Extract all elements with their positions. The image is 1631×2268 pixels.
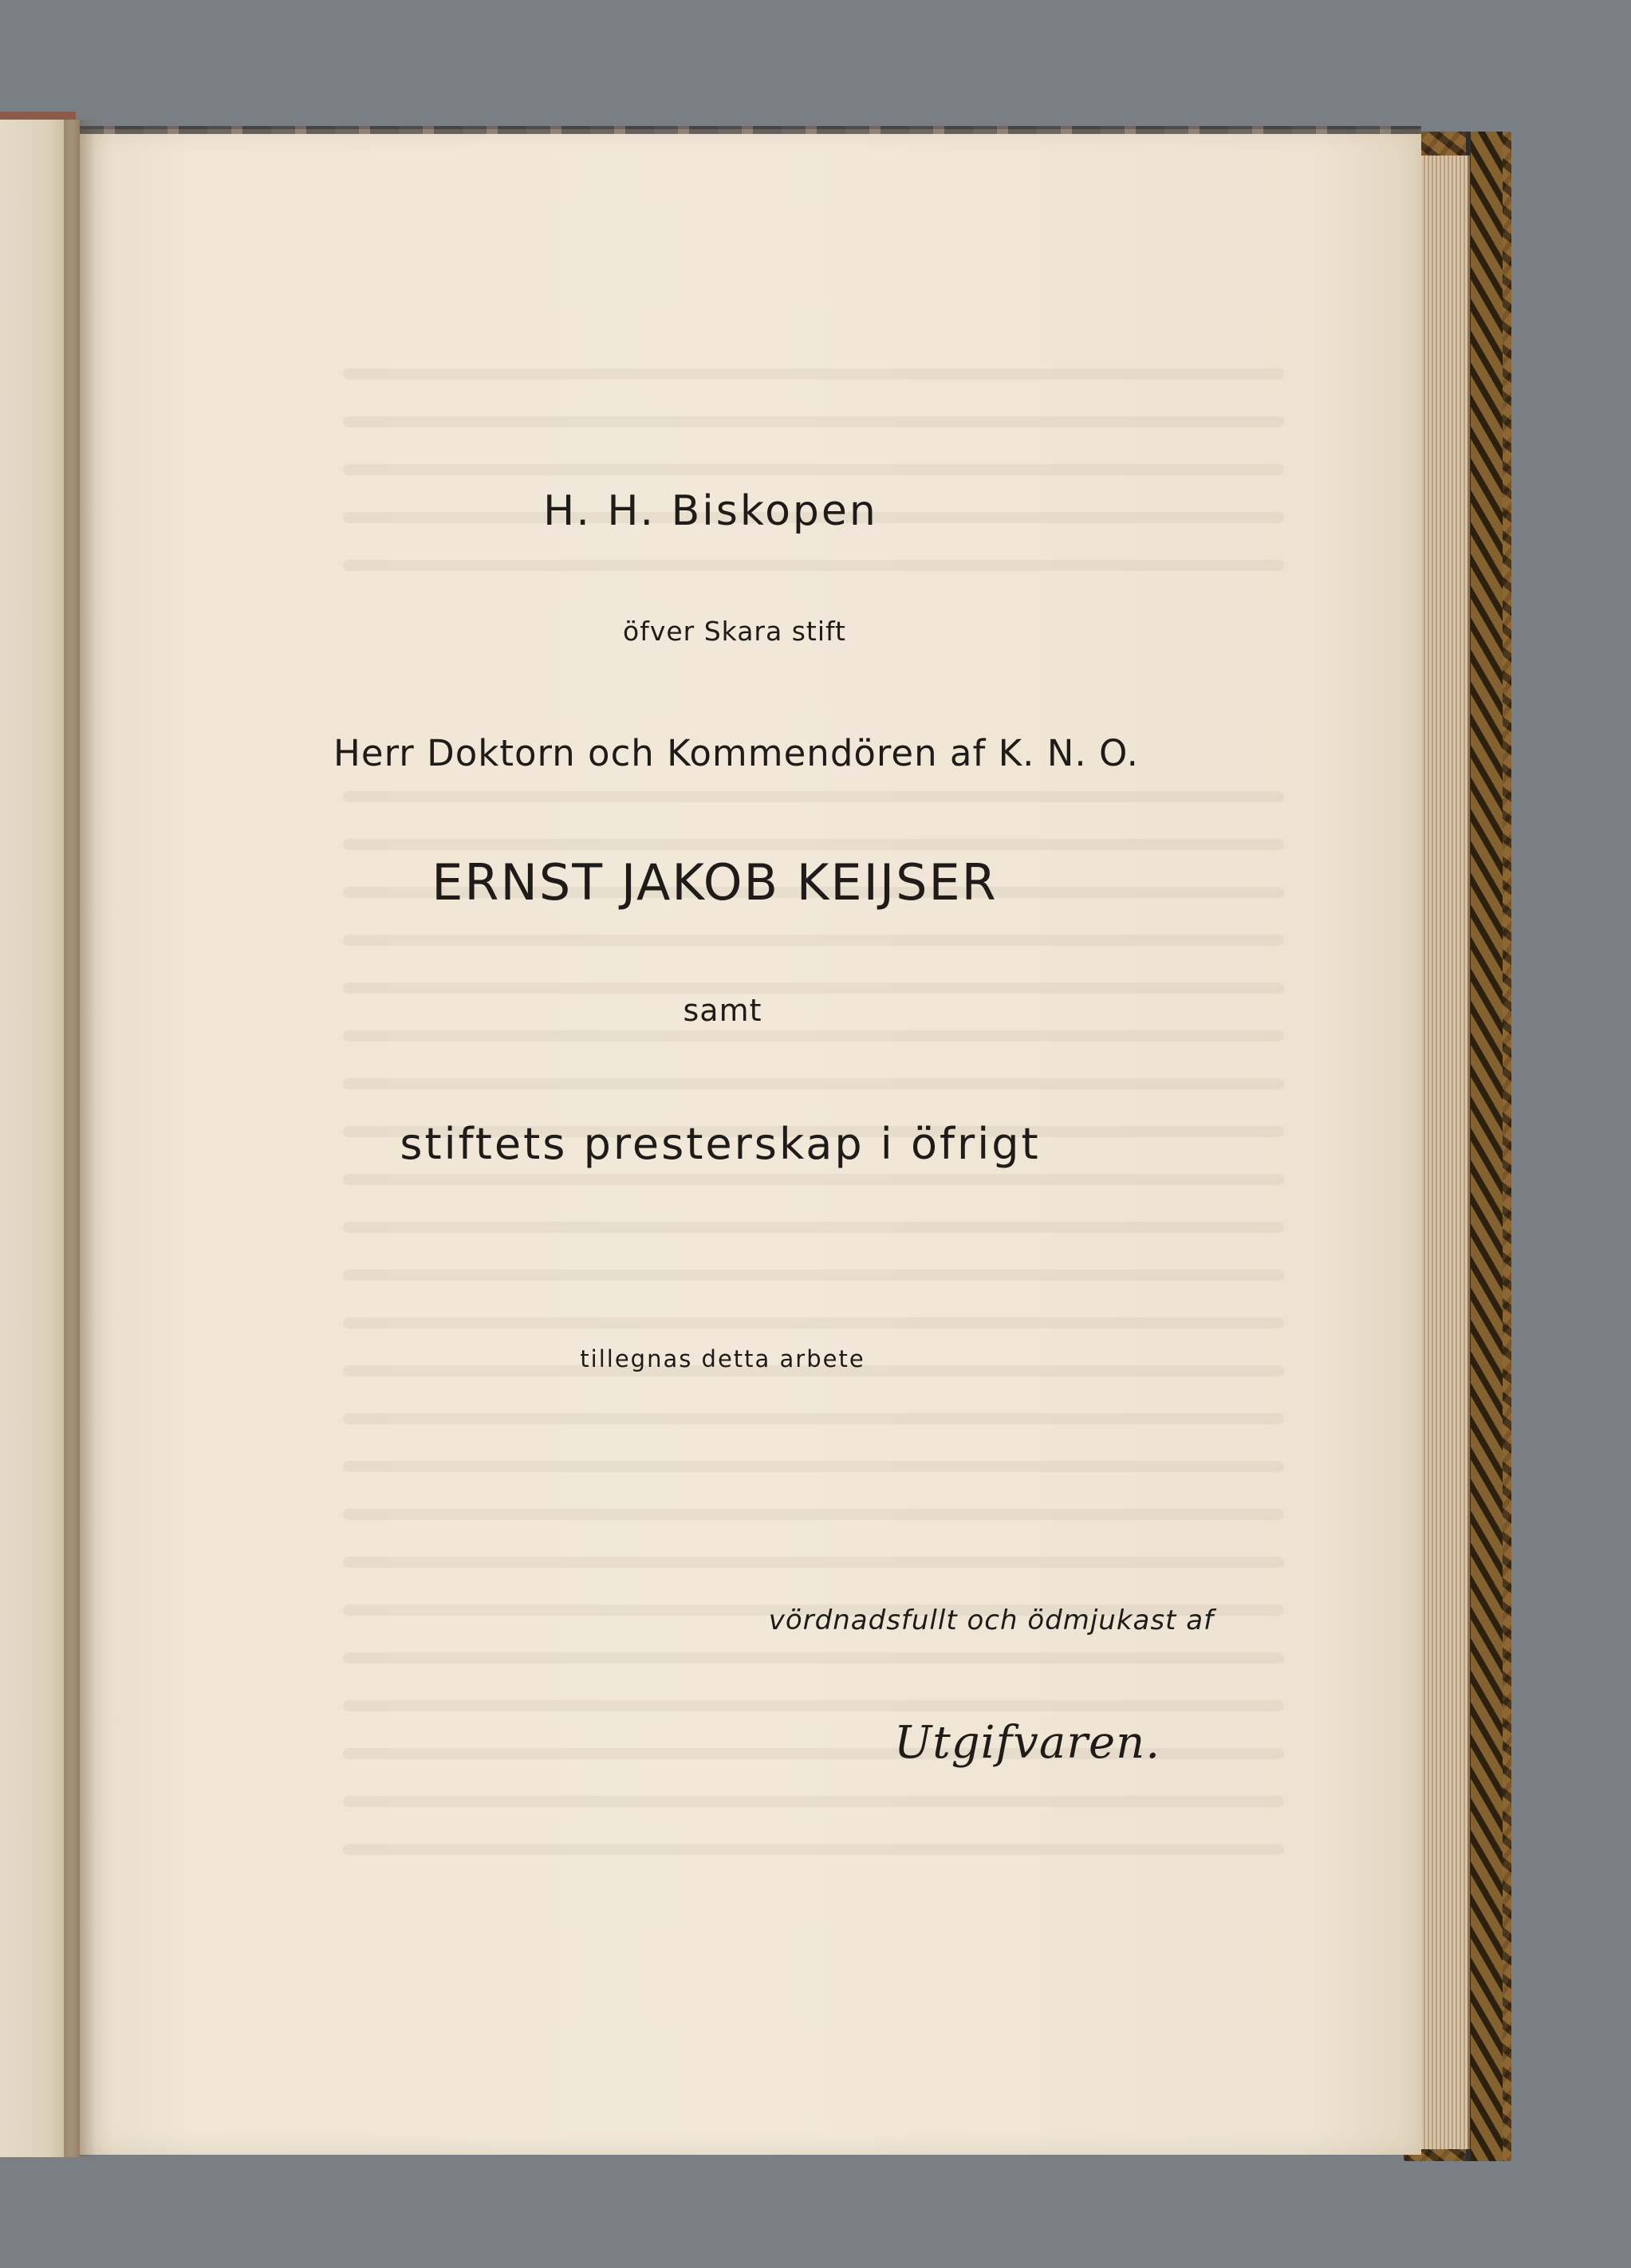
show-through-text (343, 1796, 1284, 1807)
dedicatee-name: ERNST JAKOB KEIJSER (431, 853, 998, 912)
show-through-text (343, 1317, 1284, 1329)
show-through-text (343, 416, 1284, 427)
show-through-text (343, 1078, 1284, 1089)
dedication-clergy: stiftets presterskap i öfrigt (400, 1119, 1041, 1169)
show-through-text (343, 1557, 1284, 1568)
publisher-signature: Utgifvaren. (894, 1717, 1160, 1769)
dedication-subtitle: öfver Skara stift (623, 616, 846, 647)
show-through-text (343, 1652, 1284, 1664)
show-through-text (343, 560, 1284, 571)
show-through-text (343, 1174, 1284, 1185)
dedication-closing: vördnadsfullt och ödmjukast af (768, 1605, 1214, 1636)
show-through-text (343, 1270, 1284, 1281)
show-through-text (343, 982, 1284, 994)
show-through-text (343, 935, 1284, 946)
show-through-text (343, 791, 1284, 802)
dedication-title: H. H. Biskopen (543, 487, 878, 535)
show-through-text (343, 1413, 1284, 1424)
dedication-honorific: Herr Doktorn och Kommendören af K. N. O. (333, 732, 1139, 774)
show-through-text (343, 1700, 1284, 1711)
dedication-line: tillegnas detta arbete (580, 1345, 865, 1372)
show-through-text (343, 1461, 1284, 1472)
show-through-text (343, 1222, 1284, 1233)
show-through-text (343, 839, 1284, 850)
page-stack-edges (1421, 156, 1470, 2149)
show-through-text (343, 464, 1284, 475)
dedication-conjunction: samt (683, 993, 762, 1028)
top-page-edge (80, 126, 1421, 134)
show-through-text (343, 1844, 1284, 1855)
show-through-text (343, 1509, 1284, 1520)
show-through-text (343, 1030, 1284, 1041)
cover-marbled-edge (1471, 132, 1503, 2161)
show-through-text (343, 368, 1284, 380)
